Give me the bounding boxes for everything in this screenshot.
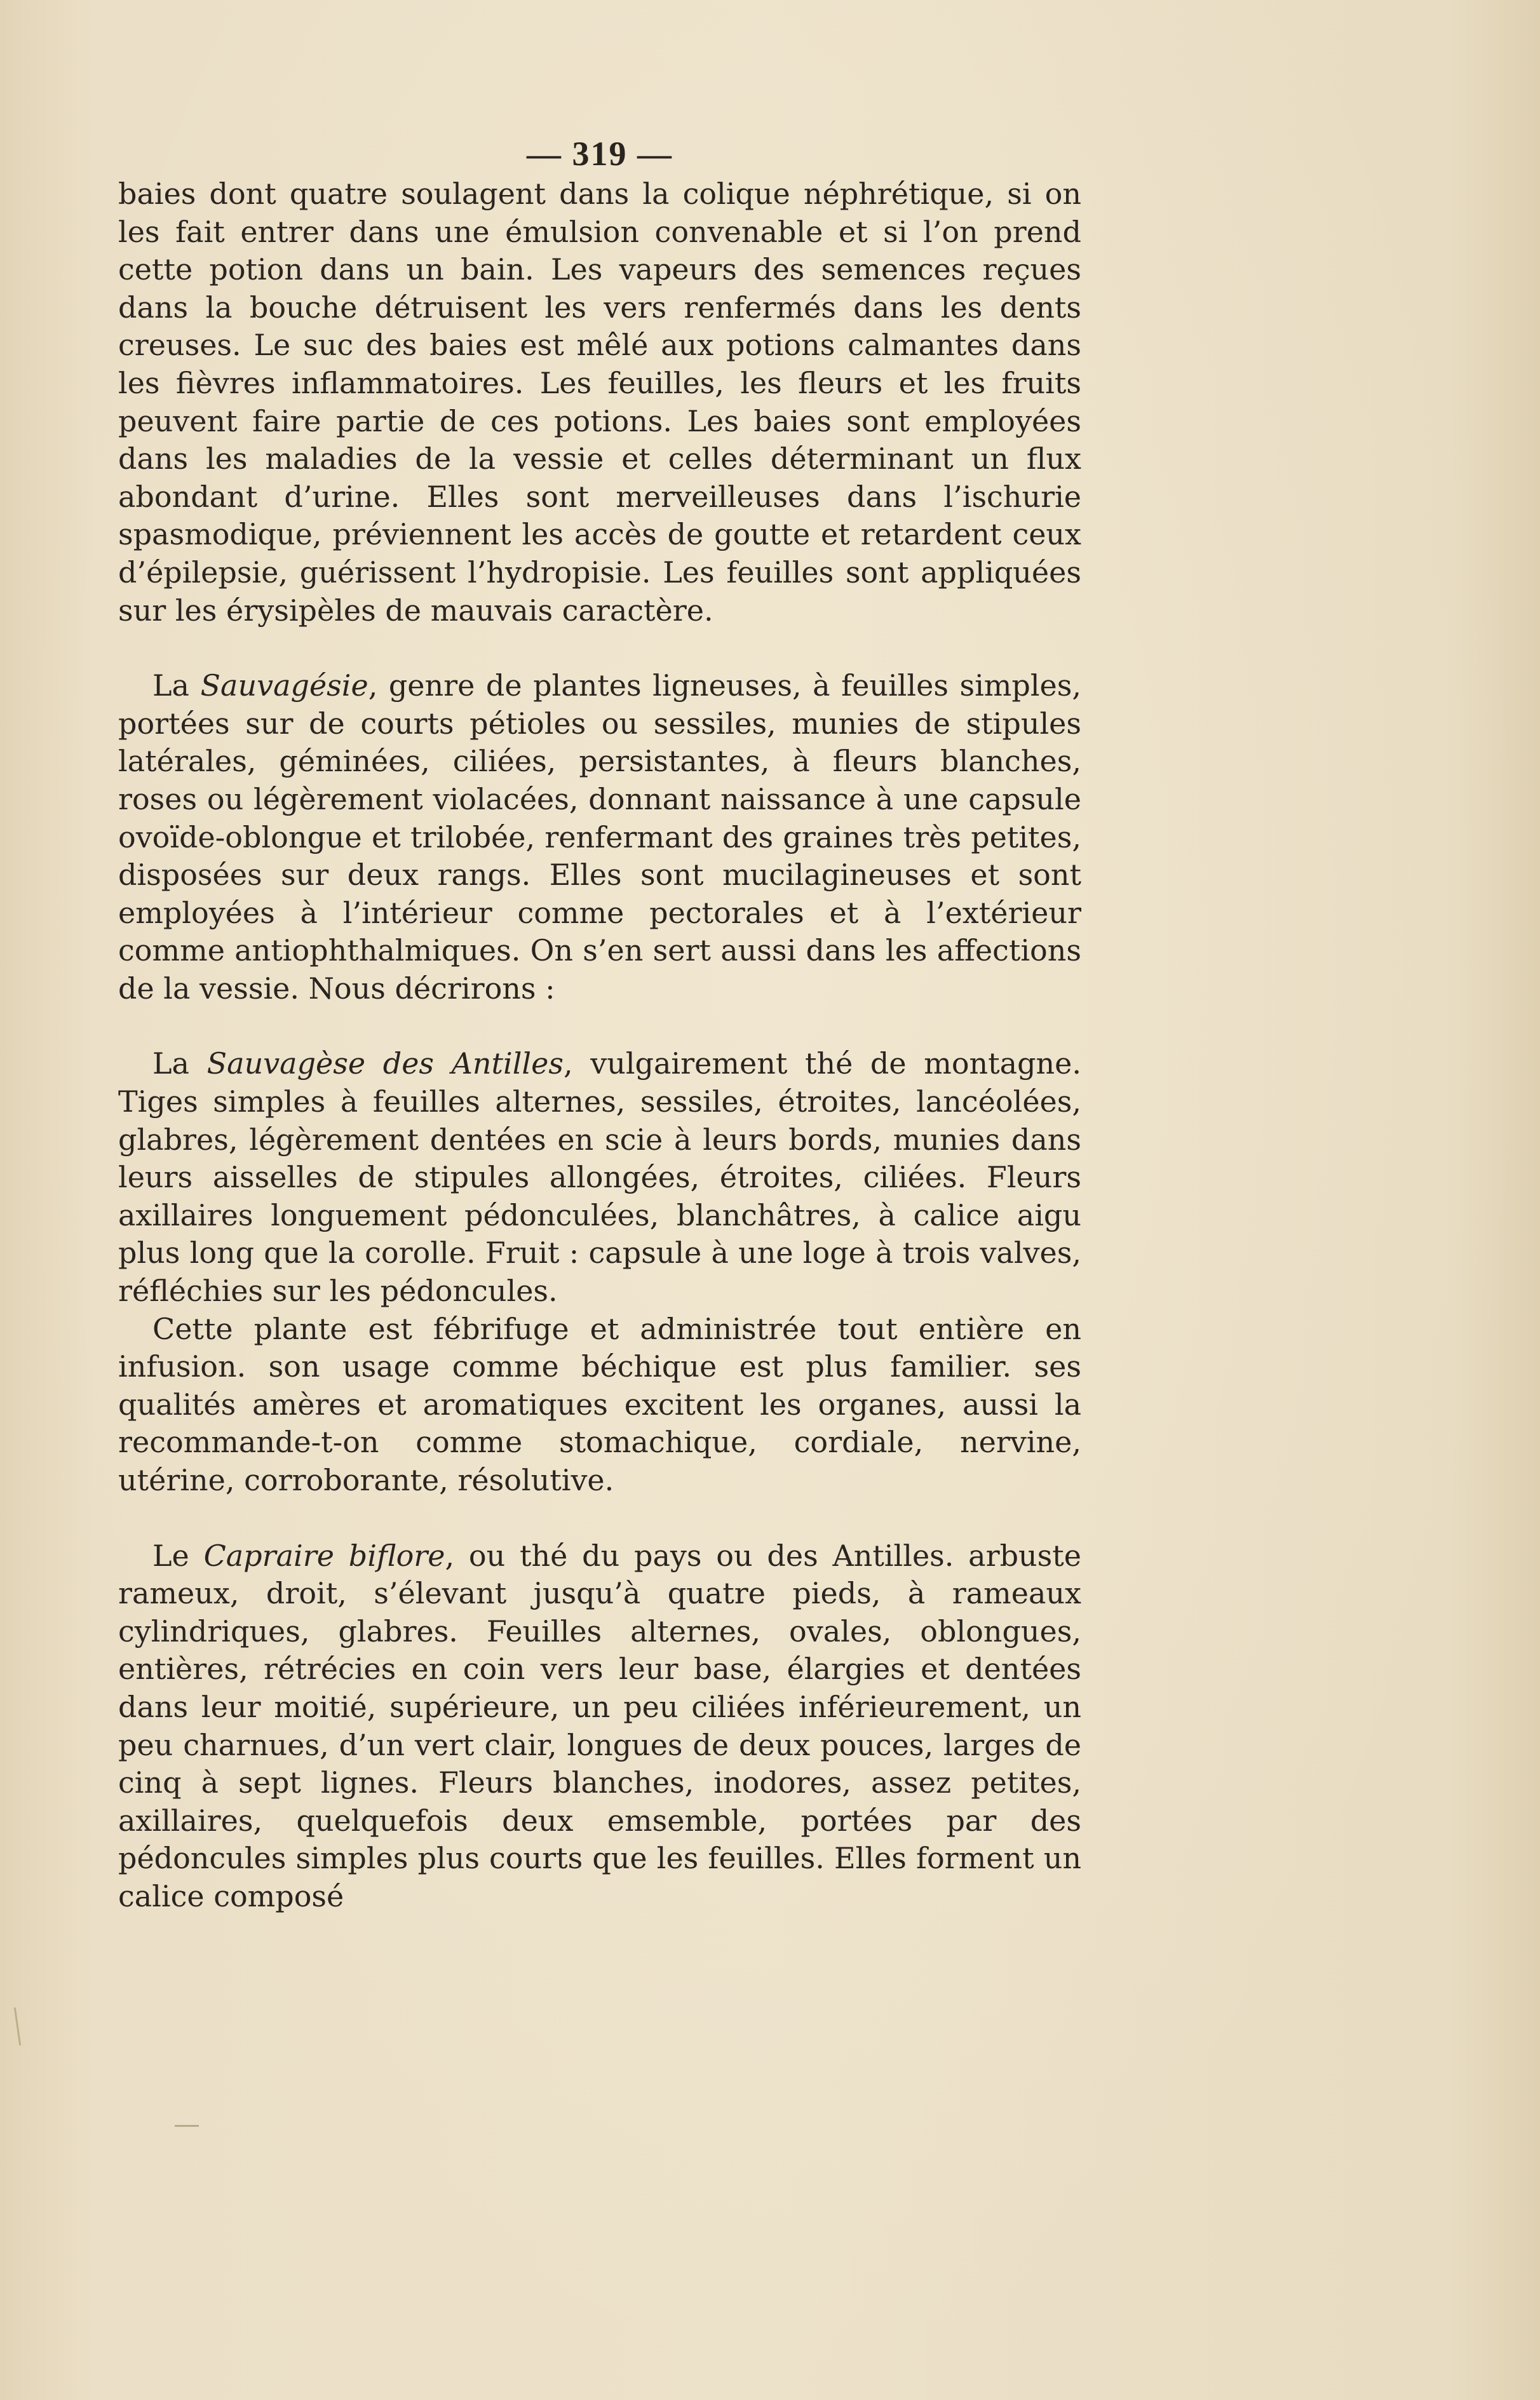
paragraph-1-text: baies dont quatre soulagent dans la colique néphrétique, si on les fait entrer dans une émulsion convenable et si l’on prend cette potion dans un bain. Les vapeurs des semences reçues dans la bouche détruisent les vers renfermés dans les dents creuses. Le suc des baies est mêlé aux potions calmantes dans les fièvres inflammatoires. Les feuilles, les fleurs et les fruits peuvent faire partie de ces potions. Les baies sont employées dans les maladies de la vessie et celles déterminant un flux abondant d’urine. Elles sont merveilleuses dans l’ischurie spasmodique, préviennent les accès de goutte et retardent ceux d’épilepsie, guérissent l’hydropisie. Les feuilles sont appliquées sur les érysipèles de mauvais caractère.: [118, 177, 1081, 628]
paragraph-5-term: Capraire biflore: [203, 1538, 445, 1573]
text-column: [118, 135, 1081, 1916]
paragraph-4-text: Cette plante est fébrifuge et administrée tout entière en infusion. son usage comme béchique est plus familier. ses qualités amères et aromatiques excitent les organes, aussi la recommande-t-on comme stomachique, cordiale, nervine, utérine, corroborante, résolutive.: [118, 1311, 1081, 1497]
paragraph-3: [118, 1045, 1081, 1310]
paragraph-2: [118, 667, 1081, 1008]
paragraph-5: [118, 1537, 1081, 1916]
paragraph-4: [118, 1311, 1081, 1500]
paragraph-2-term: Sauvagésie: [200, 668, 368, 703]
paragraph-5-lead: Le: [152, 1538, 204, 1573]
stray-dash-mark: [175, 2125, 199, 2127]
paragraph-2-lead: La: [152, 668, 201, 703]
paragraph-3-lead: La: [152, 1046, 207, 1081]
page-number: — 319 —: [527, 135, 673, 173]
paragraph-1: [118, 175, 1081, 630]
paragraph-3-term: Sauvagèse des Antilles: [206, 1046, 564, 1081]
paragraph-3-text: , vulgairement thé de montagne. Tiges simples à feuilles alternes, sessiles, étroites, lancéolées, glabres, légèrement dentées en scie à leurs bords, munies dans leurs aisselles de stipules allongées, étroites, ciliées. Fleurs axillaires longuement pédonculées, blanchâtres, à calice aigu plus long que la corolle. Fruit : capsule à une loge à trois valves, réfléchies sur les pédoncules.: [118, 1046, 1082, 1309]
margin-mark: [14, 2007, 21, 2046]
paragraph-5-text: , ou thé du pays ou des Antilles. arbuste rameux, droit, s’élevant jusqu’à quatre pieds, à rameaux cylindriques, glabres. Feuilles alternes, ovales, oblongues, entières, rétrécies en coin vers leur base, élargies et dentées dans leur moitié, supérieure, un peu ciliées inférieurement, un peu charnues, d’un vert clair, longues de deux pouces, larges de cinq à sept lignes. Fleurs blanches, inodores, assez petites, axillaires, quelquefois deux emsemble, portées par des pédoncules simples plus courts que les feuilles. Elles forment un calice composé: [118, 1538, 1081, 1913]
paragraph-2-text: , genre de plantes ligneuses, à feuilles simples, portées sur de courts pétioles ou sessiles, munies de stipules latérales, géminées, ciliées, persistantes, à fleurs blanches, roses ou légèrement violacées, donnant naissance à une capsule ovoïde-oblongue et trilobée, renfermant des graines très petites, disposées sur deux rangs. Elles sont mucilagineuses et sont employées à l’intérieur comme pectorales et à l’extérieur comme antiophthalmiques. On s’en sert aussi dans les affections de la vessie. Nous décrirons :: [118, 668, 1082, 1006]
